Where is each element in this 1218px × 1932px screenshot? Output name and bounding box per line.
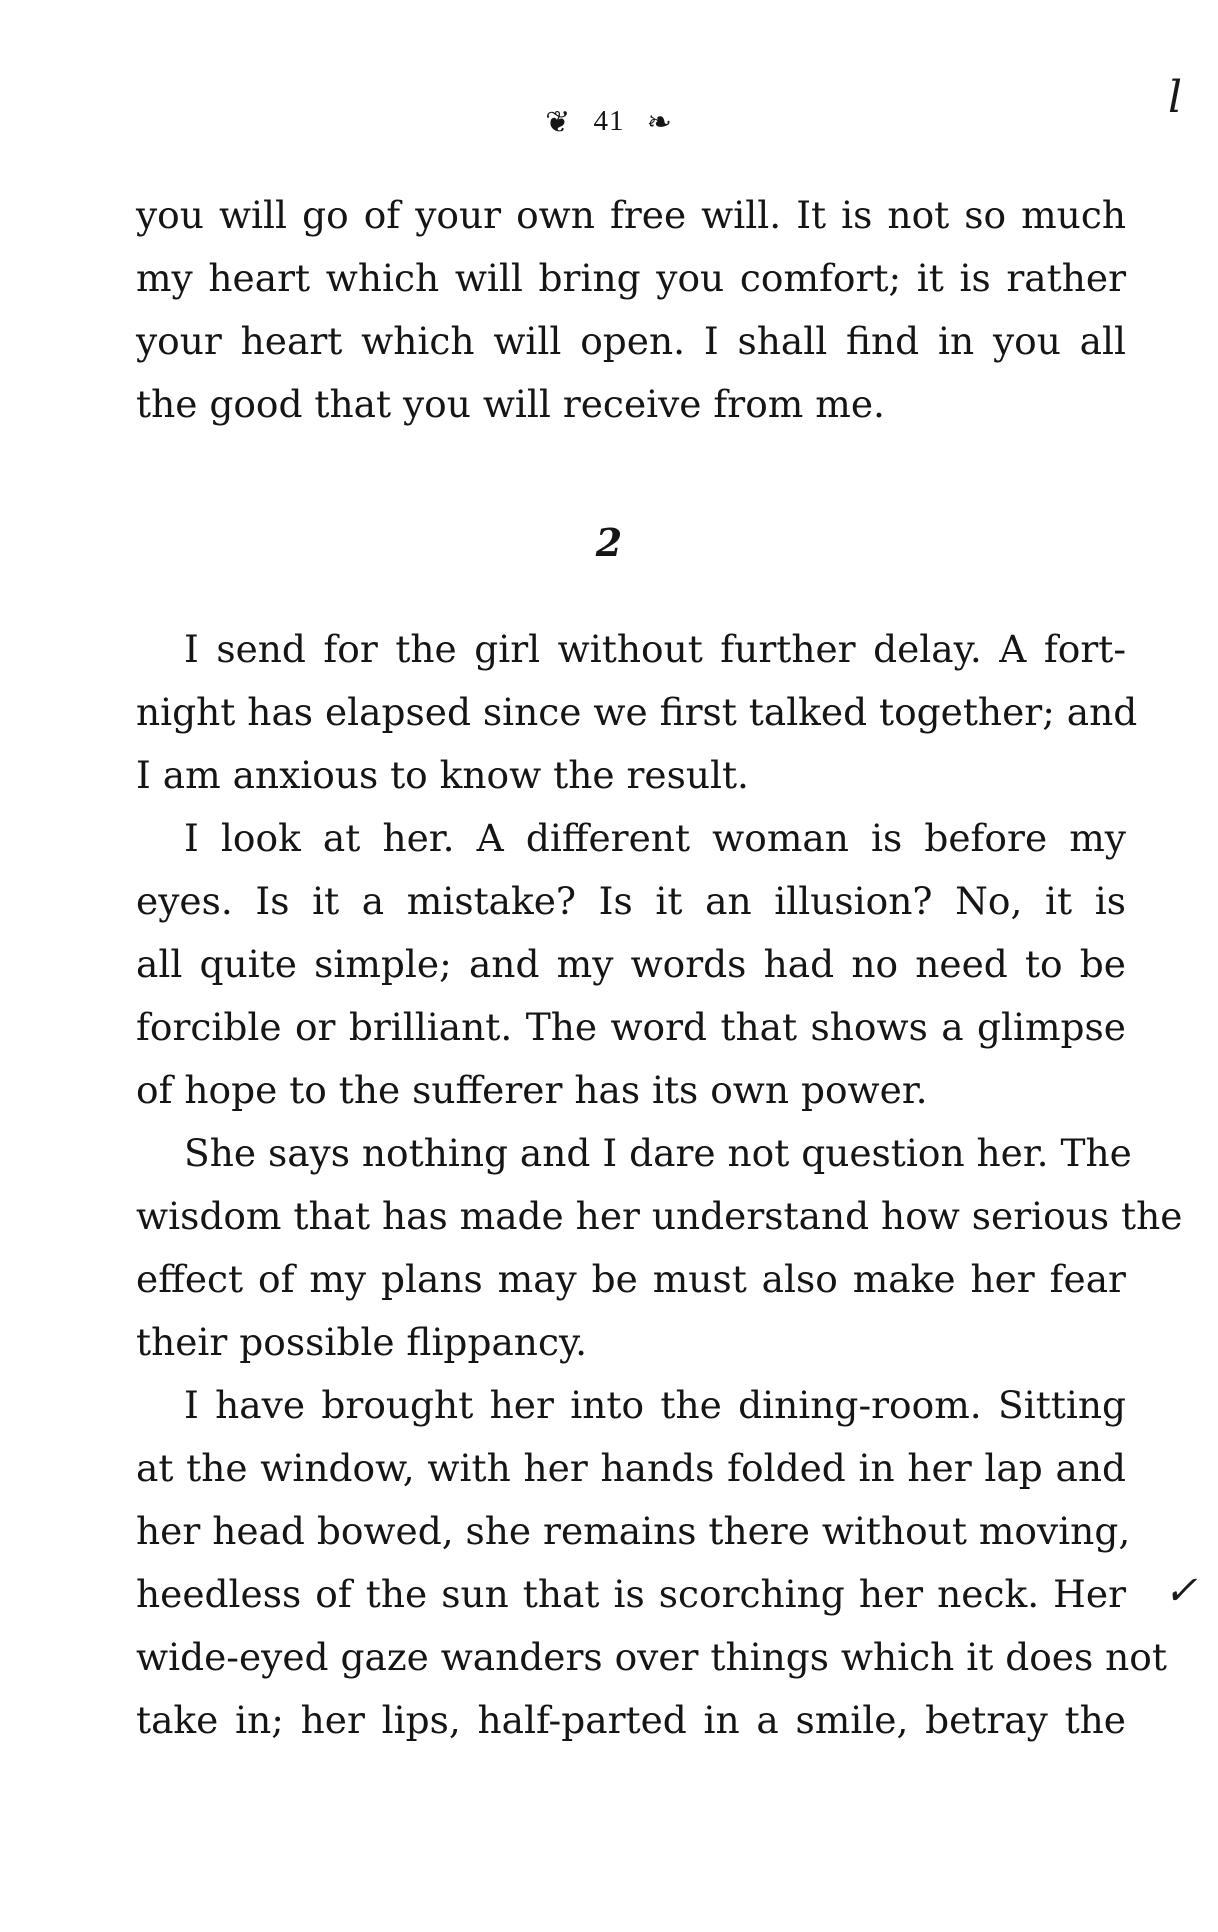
text-line: eyes. Is it a mistake? Is it an illusion? No, it is — [136, 879, 1126, 923]
text-line: my heart which will bring you comfort; it is rather — [136, 256, 1126, 300]
text-line: forcible or brilliant. The word that shows a glimpse — [136, 1005, 1126, 1049]
text-line: I look at her. A different woman is before my — [184, 816, 1126, 860]
fleuron-right-icon: ❧ — [646, 106, 673, 139]
text-line: all quite simple; and my words had no need to be — [136, 942, 1126, 986]
section-number: 2 — [595, 520, 623, 565]
handwritten-check-mark-icon: ✓ — [1164, 1568, 1198, 1614]
paragraph-continuation — [136, 184, 1126, 436]
text-line: take in; her lips, half-parted in a smile, betray the — [136, 1698, 1126, 1742]
paragraph — [136, 618, 1138, 807]
text-line: her head bowed, she remains there without moving, — [136, 1509, 1131, 1553]
text-line: at the window, with her hands folded in her lap and — [136, 1446, 1126, 1490]
text-line: heedless of the sun that is scorching her neck. Her — [136, 1572, 1126, 1616]
text-line: I have brought her into the dining-room. Sitting — [184, 1383, 1126, 1427]
text-line: wide-eyed gaze wanders over things which it does not — [136, 1635, 1167, 1679]
paragraph — [136, 807, 1126, 1122]
paragraph — [136, 1122, 1183, 1374]
text-line: you will go of your own free will. It is not so much — [136, 193, 1126, 237]
fleuron-left-icon: ❦ — [545, 106, 572, 139]
text-line: of hope to the sufferer has its own power. — [136, 1068, 928, 1112]
text-line: wisdom that has made her understand how serious the — [136, 1194, 1183, 1238]
text-line: I am anxious to know the result. — [136, 753, 749, 797]
page-header — [0, 105, 1218, 140]
paragraph — [136, 1374, 1167, 1752]
section-2-body — [136, 618, 1183, 1752]
text-line: effect of my plans may be must also make her fear — [136, 1257, 1126, 1301]
text-line: their possible flippancy. — [136, 1320, 588, 1364]
text-line: She says nothing and I dare not question her. The — [184, 1131, 1132, 1175]
text-line: night has elapsed since we first talked together; and — [136, 690, 1138, 734]
text-line: I send for the girl without further delay. A fort- — [184, 627, 1126, 671]
text-line: your heart which will open. I shall find in you all — [136, 319, 1126, 363]
page-number: 41 — [593, 105, 625, 137]
handwritten-margin-mark-top: l — [1168, 72, 1183, 123]
text-line: the good that you will receive from me. — [136, 382, 885, 426]
